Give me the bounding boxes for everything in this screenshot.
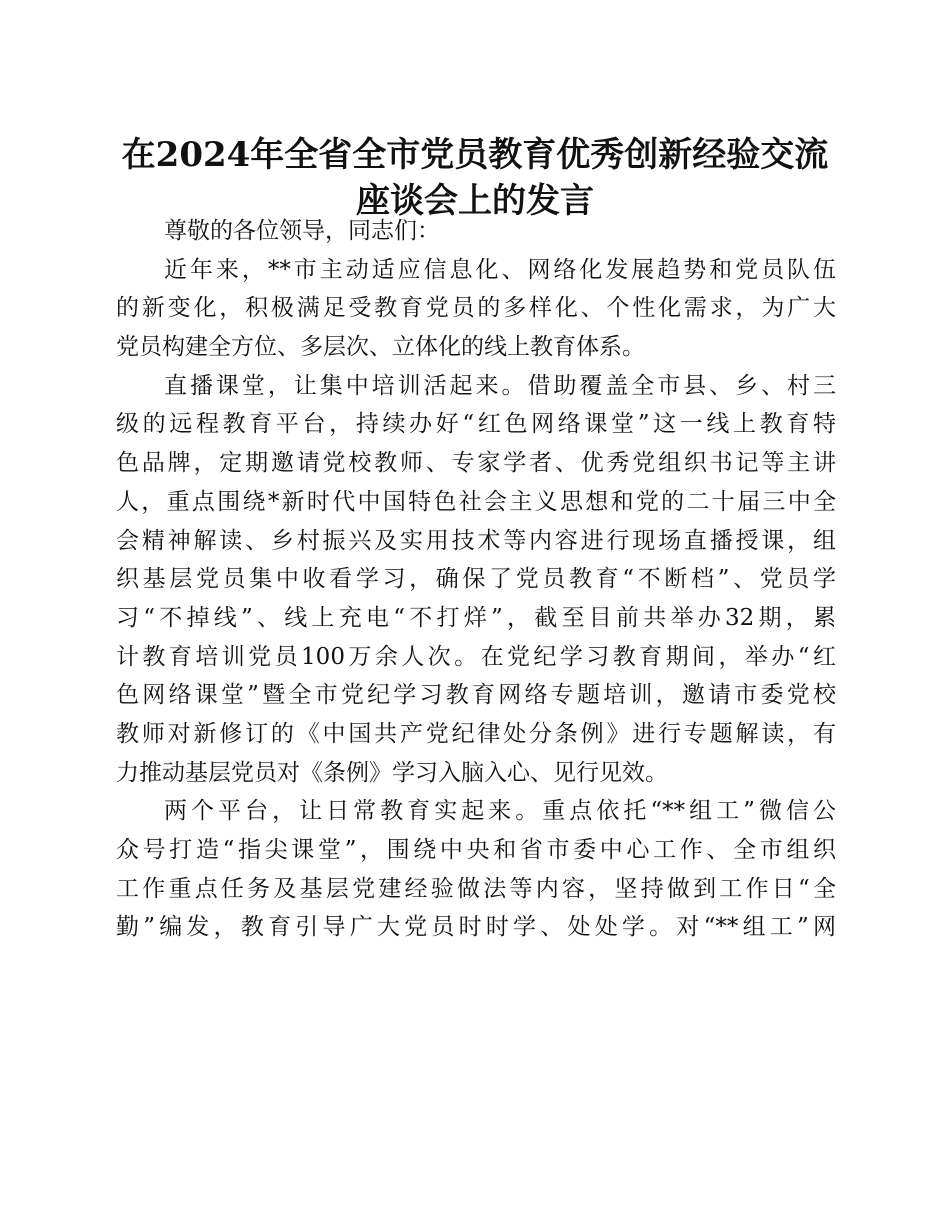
paragraph-line: 党员构建全方位、多层次、立体化的线上教育体系。 — [116, 334, 645, 361]
paragraph-line: 教师对新修订的《中国共产党纪律处分条例》进行专题解读，有 — [116, 720, 836, 747]
paragraph-line: 人，重点围绕*新时代中国特色社会主义思想和党的二十届三中全 — [116, 488, 836, 515]
paragraph-line: 计教育培训党员100万余人次。在党纪学习教育期间，举办“红 — [116, 643, 836, 670]
paragraph-line: 会精神解读、乡村振兴及实用技术等内容进行现场直播授课，组 — [116, 527, 836, 554]
title-line: 座谈会上的发言 — [356, 181, 594, 221]
paragraph-line: 力推动基层党员对《条例》学习入脑入心、见行见效。 — [116, 759, 668, 786]
paragraph-line: 勤”编发，教育引导广大党员时时学、处处学。对“**组工”网 — [116, 914, 836, 941]
paragraph-line: 级的远程教育平台，持续办好“红色网络课堂”这一线上教育特 — [116, 411, 836, 438]
paragraph-line: 习“不掉线”、线上充电“不打烊”，截至目前共举办32期，累 — [116, 604, 836, 631]
salutation: 尊敬的各位领导，同志们： — [164, 218, 440, 244]
paragraph-line: 色网络课堂”暨全市党纪学习教育网络专题培训，邀请市委党校 — [116, 682, 836, 709]
paragraph-line: 工作重点任务及基层党建经验做法等内容，坚持做到工作日“全 — [116, 875, 836, 902]
paragraph-line: 织基层党员集中收看学习，确保了党员教育“不断档”、党员学 — [116, 566, 836, 593]
paragraph-line: 的新变化，积极满足受教育党员的多样化、个性化需求，为广大 — [116, 295, 836, 322]
paragraph-line: 直播课堂，让集中培训活起来。借助覆盖全市县、乡、村三 — [164, 372, 836, 399]
paragraph-line: 近年来，**市主动适应信息化、网络化发展趋势和党员队伍 — [164, 256, 836, 283]
paragraph-line: 色品牌，定期邀请党校教师、专家学者、优秀党组织书记等主讲 — [116, 450, 836, 477]
paragraph-line: 两个平台，让日常教育实起来。重点依托“**组工”微信公 — [164, 798, 836, 825]
document-body — [116, 212, 836, 947]
title-line: 在2024年全省全市党员教育优秀创新经验交流 — [121, 135, 829, 175]
paragraph-line: 众号打造“指尖课堂”，围绕中央和省市委中心工作、全市组织 — [116, 837, 836, 863]
document-title — [100, 132, 850, 224]
